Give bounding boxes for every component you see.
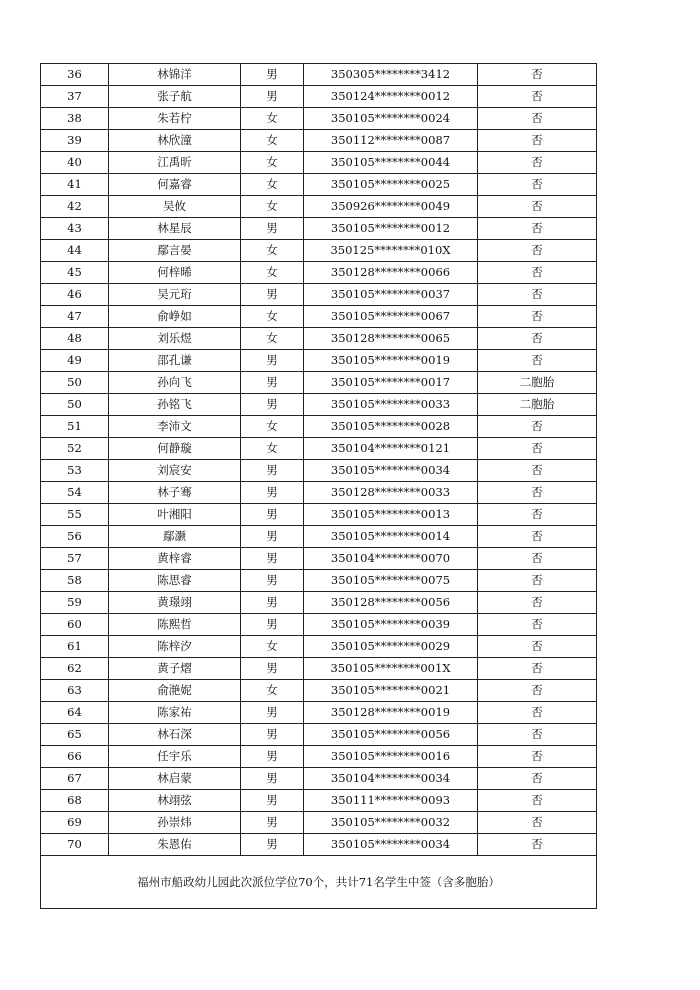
row-number: 45 xyxy=(41,262,109,284)
multiple-birth-flag: 否 xyxy=(478,130,597,152)
id-number: 350128********0019 xyxy=(304,702,478,724)
multiple-birth-flag: 否 xyxy=(478,526,597,548)
multiple-birth-flag: 否 xyxy=(478,548,597,570)
student-name: 陈思睿 xyxy=(109,570,241,592)
row-number: 62 xyxy=(41,658,109,680)
id-number: 350104********0034 xyxy=(304,768,478,790)
table-row xyxy=(41,614,597,636)
multiple-birth-flag: 否 xyxy=(478,86,597,108)
row-number: 50 xyxy=(41,394,109,416)
id-number: 350112********0087 xyxy=(304,130,478,152)
row-number: 52 xyxy=(41,438,109,460)
student-name: 江禹昕 xyxy=(109,152,241,174)
row-number: 60 xyxy=(41,614,109,636)
id-number: 350105********0037 xyxy=(304,284,478,306)
id-number: 350105********0034 xyxy=(304,834,478,856)
student-name: 鄢言晏 xyxy=(109,240,241,262)
table-row xyxy=(41,460,597,482)
student-gender: 女 xyxy=(241,240,304,262)
results-table-body xyxy=(41,64,597,856)
multiple-birth-flag: 否 xyxy=(478,592,597,614)
id-number: 350105********0075 xyxy=(304,570,478,592)
id-number: 350305********3412 xyxy=(304,64,478,86)
student-name: 何静璇 xyxy=(109,438,241,460)
multiple-birth-flag: 否 xyxy=(478,724,597,746)
multiple-birth-flag: 否 xyxy=(478,482,597,504)
student-name: 鄢灏 xyxy=(109,526,241,548)
student-gender: 女 xyxy=(241,438,304,460)
multiple-birth-flag: 否 xyxy=(478,658,597,680)
table-row xyxy=(41,570,597,592)
table-row xyxy=(41,680,597,702)
multiple-birth-flag: 否 xyxy=(478,174,597,196)
student-name: 邵孔谦 xyxy=(109,350,241,372)
id-number: 350105********0056 xyxy=(304,724,478,746)
student-name: 吴攸 xyxy=(109,196,241,218)
student-name: 林星辰 xyxy=(109,218,241,240)
row-number: 56 xyxy=(41,526,109,548)
multiple-birth-flag: 二胞胎 xyxy=(478,394,597,416)
student-name: 何嘉睿 xyxy=(109,174,241,196)
table-row xyxy=(41,196,597,218)
table-row xyxy=(41,218,597,240)
student-gender: 男 xyxy=(241,768,304,790)
footer-row xyxy=(41,856,597,909)
id-number: 350926********0049 xyxy=(304,196,478,218)
row-number: 47 xyxy=(41,306,109,328)
student-gender: 男 xyxy=(241,350,304,372)
student-name: 陈熙哲 xyxy=(109,614,241,636)
table-row xyxy=(41,394,597,416)
student-name: 黄子熠 xyxy=(109,658,241,680)
student-gender: 男 xyxy=(241,658,304,680)
student-name: 李沛文 xyxy=(109,416,241,438)
id-number: 350105********0029 xyxy=(304,636,478,658)
multiple-birth-flag: 否 xyxy=(478,746,597,768)
id-number: 350105********0019 xyxy=(304,350,478,372)
row-number: 42 xyxy=(41,196,109,218)
row-number: 39 xyxy=(41,130,109,152)
student-gender: 男 xyxy=(241,746,304,768)
student-gender: 男 xyxy=(241,372,304,394)
multiple-birth-flag: 否 xyxy=(478,196,597,218)
multiple-birth-flag: 否 xyxy=(478,284,597,306)
id-number: 350105********0014 xyxy=(304,526,478,548)
student-name: 吴元珩 xyxy=(109,284,241,306)
id-number: 350105********0013 xyxy=(304,504,478,526)
student-gender: 男 xyxy=(241,570,304,592)
multiple-birth-flag: 否 xyxy=(478,702,597,724)
table-row xyxy=(41,372,597,394)
multiple-birth-flag: 否 xyxy=(478,240,597,262)
row-number: 41 xyxy=(41,174,109,196)
student-name: 孙崇炜 xyxy=(109,812,241,834)
student-gender: 女 xyxy=(241,328,304,350)
student-gender: 男 xyxy=(241,394,304,416)
id-number: 350105********0033 xyxy=(304,394,478,416)
id-number: 350128********0056 xyxy=(304,592,478,614)
table-row xyxy=(41,636,597,658)
table-row xyxy=(41,174,597,196)
row-number: 36 xyxy=(41,64,109,86)
multiple-birth-flag: 否 xyxy=(478,636,597,658)
student-name: 何梓晞 xyxy=(109,262,241,284)
id-number: 350128********0065 xyxy=(304,328,478,350)
row-number: 50 xyxy=(41,372,109,394)
student-gender: 女 xyxy=(241,174,304,196)
id-number: 350128********0066 xyxy=(304,262,478,284)
id-number: 350104********0070 xyxy=(304,548,478,570)
table-row xyxy=(41,812,597,834)
row-number: 70 xyxy=(41,834,109,856)
row-number: 65 xyxy=(41,724,109,746)
table-row xyxy=(41,108,597,130)
row-number: 49 xyxy=(41,350,109,372)
row-number: 61 xyxy=(41,636,109,658)
multiple-birth-flag: 否 xyxy=(478,350,597,372)
row-number: 64 xyxy=(41,702,109,724)
student-gender: 女 xyxy=(241,262,304,284)
multiple-birth-flag: 否 xyxy=(478,812,597,834)
student-name: 刘宸安 xyxy=(109,460,241,482)
multiple-birth-flag: 否 xyxy=(478,460,597,482)
table-row xyxy=(41,350,597,372)
table-row xyxy=(41,328,597,350)
row-number: 53 xyxy=(41,460,109,482)
row-number: 44 xyxy=(41,240,109,262)
student-name: 张子航 xyxy=(109,86,241,108)
table-row xyxy=(41,658,597,680)
id-number: 350105********0044 xyxy=(304,152,478,174)
multiple-birth-flag: 否 xyxy=(478,416,597,438)
student-name: 任宇乐 xyxy=(109,746,241,768)
id-number: 350105********0024 xyxy=(304,108,478,130)
id-number: 350125********010X xyxy=(304,240,478,262)
student-gender: 男 xyxy=(241,218,304,240)
multiple-birth-flag: 否 xyxy=(478,438,597,460)
id-number: 350105********0028 xyxy=(304,416,478,438)
id-number: 350128********0033 xyxy=(304,482,478,504)
id-number: 350105********001X xyxy=(304,658,478,680)
multiple-birth-flag: 否 xyxy=(478,152,597,174)
row-number: 51 xyxy=(41,416,109,438)
table-row xyxy=(41,702,597,724)
student-gender: 男 xyxy=(241,592,304,614)
row-number: 46 xyxy=(41,284,109,306)
id-number: 350111********0093 xyxy=(304,790,478,812)
student-name: 孙铭飞 xyxy=(109,394,241,416)
multiple-birth-flag: 否 xyxy=(478,680,597,702)
multiple-birth-flag: 否 xyxy=(478,504,597,526)
student-name: 刘乐煜 xyxy=(109,328,241,350)
student-gender: 男 xyxy=(241,482,304,504)
row-number: 68 xyxy=(41,790,109,812)
row-number: 57 xyxy=(41,548,109,570)
id-number: 350105********0017 xyxy=(304,372,478,394)
multiple-birth-flag: 否 xyxy=(478,790,597,812)
student-name: 俞峥如 xyxy=(109,306,241,328)
row-number: 67 xyxy=(41,768,109,790)
table-row xyxy=(41,240,597,262)
student-name: 陈家祐 xyxy=(109,702,241,724)
student-gender: 女 xyxy=(241,416,304,438)
table-row xyxy=(41,284,597,306)
student-name: 陈梓汐 xyxy=(109,636,241,658)
student-gender: 男 xyxy=(241,460,304,482)
student-gender: 男 xyxy=(241,724,304,746)
student-gender: 男 xyxy=(241,834,304,856)
id-number: 350105********0067 xyxy=(304,306,478,328)
table-row xyxy=(41,262,597,284)
row-number: 58 xyxy=(41,570,109,592)
table-row xyxy=(41,504,597,526)
student-name: 林欣潼 xyxy=(109,130,241,152)
student-gender: 男 xyxy=(241,284,304,306)
student-gender: 男 xyxy=(241,614,304,636)
row-number: 43 xyxy=(41,218,109,240)
id-number: 350105********0021 xyxy=(304,680,478,702)
multiple-birth-flag: 否 xyxy=(478,64,597,86)
row-number: 38 xyxy=(41,108,109,130)
table-row xyxy=(41,724,597,746)
id-number: 350105********0016 xyxy=(304,746,478,768)
student-name: 朱若柠 xyxy=(109,108,241,130)
row-number: 55 xyxy=(41,504,109,526)
table-row xyxy=(41,834,597,856)
student-gender: 男 xyxy=(241,86,304,108)
student-name: 黄梓睿 xyxy=(109,548,241,570)
table-row xyxy=(41,482,597,504)
table-row xyxy=(41,526,597,548)
id-number: 350105********0034 xyxy=(304,460,478,482)
multiple-birth-flag: 否 xyxy=(478,328,597,350)
student-name: 林启蒙 xyxy=(109,768,241,790)
multiple-birth-flag: 否 xyxy=(478,108,597,130)
id-number: 350105********0025 xyxy=(304,174,478,196)
table-row xyxy=(41,64,597,86)
student-name: 朱恩佑 xyxy=(109,834,241,856)
student-gender: 男 xyxy=(241,504,304,526)
table-row xyxy=(41,416,597,438)
id-number: 350104********0121 xyxy=(304,438,478,460)
student-gender: 女 xyxy=(241,636,304,658)
id-number: 350105********0032 xyxy=(304,812,478,834)
multiple-birth-flag: 否 xyxy=(478,768,597,790)
student-gender: 男 xyxy=(241,526,304,548)
row-number: 54 xyxy=(41,482,109,504)
multiple-birth-flag: 否 xyxy=(478,614,597,636)
student-name: 叶湘阳 xyxy=(109,504,241,526)
row-number: 69 xyxy=(41,812,109,834)
student-name: 黄璟翊 xyxy=(109,592,241,614)
student-gender: 男 xyxy=(241,548,304,570)
table-row xyxy=(41,130,597,152)
student-gender: 女 xyxy=(241,108,304,130)
student-gender: 女 xyxy=(241,130,304,152)
multiple-birth-flag: 否 xyxy=(478,262,597,284)
table-row xyxy=(41,790,597,812)
student-gender: 男 xyxy=(241,702,304,724)
row-number: 59 xyxy=(41,592,109,614)
multiple-birth-flag: 否 xyxy=(478,570,597,592)
row-number: 40 xyxy=(41,152,109,174)
row-number: 66 xyxy=(41,746,109,768)
table-row xyxy=(41,592,597,614)
student-name: 林翊弦 xyxy=(109,790,241,812)
table-row xyxy=(41,86,597,108)
student-gender: 男 xyxy=(241,812,304,834)
student-name: 林石深 xyxy=(109,724,241,746)
student-gender: 女 xyxy=(241,196,304,218)
multiple-birth-flag: 否 xyxy=(478,306,597,328)
results-table xyxy=(40,63,597,909)
table-row xyxy=(41,438,597,460)
student-gender: 女 xyxy=(241,306,304,328)
student-name: 林锦洋 xyxy=(109,64,241,86)
student-name: 孙向飞 xyxy=(109,372,241,394)
id-number: 350124********0012 xyxy=(304,86,478,108)
student-gender: 男 xyxy=(241,790,304,812)
table-row xyxy=(41,306,597,328)
id-number: 350105********0012 xyxy=(304,218,478,240)
table-row xyxy=(41,768,597,790)
footer-note: 福州市船政幼儿园此次派位学位70个，共计71名学生中签（含多胞胎） xyxy=(41,856,597,909)
row-number: 48 xyxy=(41,328,109,350)
multiple-birth-flag: 否 xyxy=(478,218,597,240)
student-gender: 女 xyxy=(241,152,304,174)
student-name: 林子骞 xyxy=(109,482,241,504)
row-number: 37 xyxy=(41,86,109,108)
multiple-birth-flag: 二胞胎 xyxy=(478,372,597,394)
student-name: 俞滟妮 xyxy=(109,680,241,702)
table-row xyxy=(41,746,597,768)
table-row xyxy=(41,152,597,174)
student-gender: 男 xyxy=(241,64,304,86)
id-number: 350105********0039 xyxy=(304,614,478,636)
row-number: 63 xyxy=(41,680,109,702)
table-row xyxy=(41,548,597,570)
student-gender: 女 xyxy=(241,680,304,702)
multiple-birth-flag: 否 xyxy=(478,834,597,856)
